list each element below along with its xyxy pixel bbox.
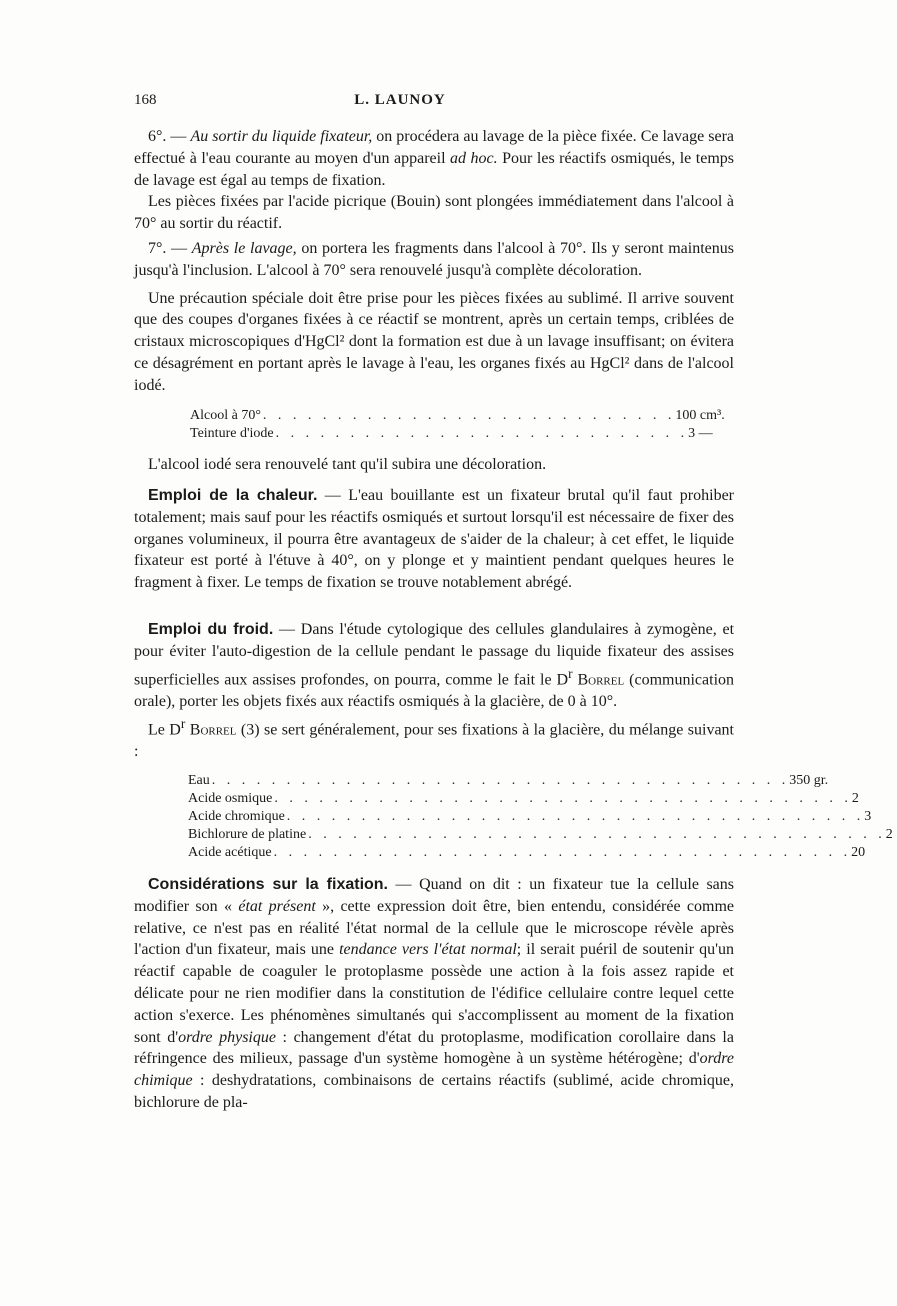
section-heat xyxy=(134,485,734,594)
section-6-paragraph xyxy=(134,126,734,191)
author-name: Borrel xyxy=(189,720,237,738)
italic-term: état présent xyxy=(238,897,316,915)
section-title: Après le lavage, xyxy=(191,240,297,257)
ingredient-quantity: 2 xyxy=(885,827,893,842)
ingredient-quantity: 20 xyxy=(851,845,866,860)
section-considerations xyxy=(134,874,734,1114)
author-name: Borrel xyxy=(577,670,625,688)
ingredient-name: Alcool à 70° xyxy=(190,408,261,423)
superscript: r xyxy=(568,665,573,681)
paragraph-text: : deshydratations, combinaisons de certains réactifs (sublimé, acide chromique, bichlorure de pla- xyxy=(134,1072,734,1111)
ingredient-quantity: 3 — xyxy=(688,426,713,441)
section-6 xyxy=(134,126,734,235)
paragraph-text: on procédera au lavage de la pièce fixée. Ce lavage sera effectué à l'eau courante au moyen d'un appareil xyxy=(134,128,735,167)
section-7 xyxy=(134,238,734,397)
superscript: r xyxy=(180,715,186,731)
italic-term: tendance vers l'état normal xyxy=(339,941,517,959)
section-number: 7°. — xyxy=(148,240,192,257)
ingredient-name: Teinture d'iode xyxy=(190,426,274,441)
ingredient-quantity: 3 xyxy=(864,809,872,824)
paragraph-text: Pour les réactifs osmiqués, le temps de lavage est égal au temps de fixation. xyxy=(134,149,734,189)
recipe-osmic-mixture xyxy=(188,772,893,862)
page-number: 168 xyxy=(134,92,157,108)
cold-paragraph-2 xyxy=(134,713,734,763)
italic-term: ad hoc. xyxy=(450,149,498,167)
section-number: 6°. — xyxy=(148,128,191,145)
heat-paragraph xyxy=(134,485,734,594)
section-cold xyxy=(134,619,734,762)
paragraph-text: on portera les fragments dans l'alcool à 70°. Ils y seront maintenus jusqu'à l'inclusion. L'alcool à 70° sera renouvelé jusqu'à complète décoloration. xyxy=(134,240,734,279)
after-recipe-1 xyxy=(134,454,734,476)
ingredient-quantity: 2 xyxy=(851,791,859,806)
italic-term: ordre chimique xyxy=(134,1050,734,1090)
ingredient-quantity: 350 gr. xyxy=(789,773,829,788)
cold-paragraph xyxy=(134,619,734,713)
paragraph-text: — L'eau bouillante est un fixateur brutal qu'il faut prohiber totalement; mais sauf pour les réactifs osmiqués et surtout lorsqu'il est nécessaire de fixer des organes volumineux, il pourra être avantageux de s'aider de la chaleur; à cet effet, le liquide fixateur est porté à l'étuve à 40°, on y plonge et y maintient pendant quelques heures le fragment à fixer. Le temps de fixation se trouve notablement abrégé. xyxy=(134,487,734,592)
section-title: Au sortir du liquide fixateur, xyxy=(190,128,373,145)
considerations-paragraph xyxy=(134,874,734,1114)
paragraph-text: — Dans l'étude cytologique des cellules glandulaires à zymogène, et pour éviter l'auto-digestion de la cellule pendant le passage du liquide fixateur des assises superficielles aux assises profondes, on pourra, comme le fait le D xyxy=(134,621,735,688)
ingredient-name: Acide chromique xyxy=(188,809,285,824)
recipe-row: Bichlorure de platine . . . . . . . . . . . . . . . . . . . . . . . . . . . . . . . . . . . . . . . 2 xyxy=(188,826,674,844)
paragraph-text: L'alcool iodé sera renouvelé tant qu'il subira une décoloration. xyxy=(148,456,547,473)
recipe-row: Eau . . . . . . . . . . . . . . . . . . . . . . . . . . . . . . . . . . . . . . . 350 gr. xyxy=(188,773,829,788)
italic-term: ordre physique xyxy=(178,1028,276,1046)
recipe-row: Teinture d'iode . . . . . . . . . . . . . . . . . . . . . . . . . . . . 3 — xyxy=(190,425,672,443)
ingredient-name: Eau xyxy=(188,773,210,788)
section-heading: Emploi de la chaleur. xyxy=(148,487,318,504)
section-6-paragraph-2: Les pièces fixées par l'acide picrique (Bouin) sont plongées immédiatement dans l'alcool à 70° au sortir du réactif. xyxy=(134,193,734,233)
paragraph-text: (3) se sert généralement, pour ses fixations à la glacière, du mélange suivant : xyxy=(134,720,734,760)
recipe-iodine-alcohol xyxy=(190,407,725,443)
paragraph-text: : changement d'état du protoplasme, modification corollaire dans la réfringence des milieux, passage d'un système homogène à un système hétérogène; d' xyxy=(134,1028,734,1068)
recipe-row: Acide osmique . . . . . . . . . . . . . . . . . . . . . . . . . . . . . . . . . . . . . . . 2 xyxy=(188,790,674,808)
paragraph-text: ; il serait puéril de soutenir qu'un réactif capable de coaguler le protoplasme possède une action à la fois assez rapide et délicate pour ne rien modifier dans la constitution de l'édifice cellulaire contre lequel cette action s'exerce. Les phénomènes simultanés qui s'accomplissent au moment de la fixation sont d' xyxy=(134,941,735,1046)
section-7-paragraph-2: Une précaution spéciale doit être prise pour les pièces fixées au sublimé. Il arrive souvent que des coupes d'organes fixées à ce réactif se montrent, après un certain temps, criblées de cristaux microscopiques d'HgCl² dont la formation est due à un lavage insuffisant; on évitera ce désagrément en portant après le lavage à l'eau, les organes fixés au HgCl² dans de l'alcool iodé. xyxy=(134,289,734,394)
recipe-row: Acide chromique . . . . . . . . . . . . . . . . . . . . . . . . . . . . . . . . . . . . . . . 3 xyxy=(188,808,674,826)
ingredient-name: Bichlorure de platine xyxy=(188,827,307,842)
paragraph-text: Le D xyxy=(148,720,181,738)
recipe-row: Alcool à 70° . . . . . . . . . . . . . . . . . . . . . . . . . . . . 100 cm³. xyxy=(190,408,725,423)
ingredient-name: Acide acétique xyxy=(188,845,272,860)
section-7-paragraph xyxy=(134,238,734,282)
ingredient-name: Acide osmique xyxy=(188,791,273,806)
section-heading: Emploi du froid. xyxy=(148,621,274,638)
section-heading: Considérations sur la fixation. xyxy=(148,876,389,893)
paragraph-text: — Quand on dit : un fixateur tue la cellule sans modifier son « xyxy=(134,876,735,915)
recipe-row: Acide acétique . . . . . . . . . . . . . . . . . . . . . . . . . . . . . . . . . . . . . . . 20 xyxy=(188,845,866,860)
running-head: L. LAUNOY xyxy=(354,92,446,108)
ingredient-quantity: 100 cm³. xyxy=(675,408,725,423)
paragraph-text: », cette expression doit être, bien entendu, considérée comme relative, ce n'est pas en réalité l'état normal de la cellule que le microscope révèle après l'action d'un fixateur, mais une xyxy=(134,897,735,959)
paragraph-text: (communication orale), porter les objets fixés aux réactifs osmiqués à la glacière, de 0 à 10°. xyxy=(134,670,735,710)
